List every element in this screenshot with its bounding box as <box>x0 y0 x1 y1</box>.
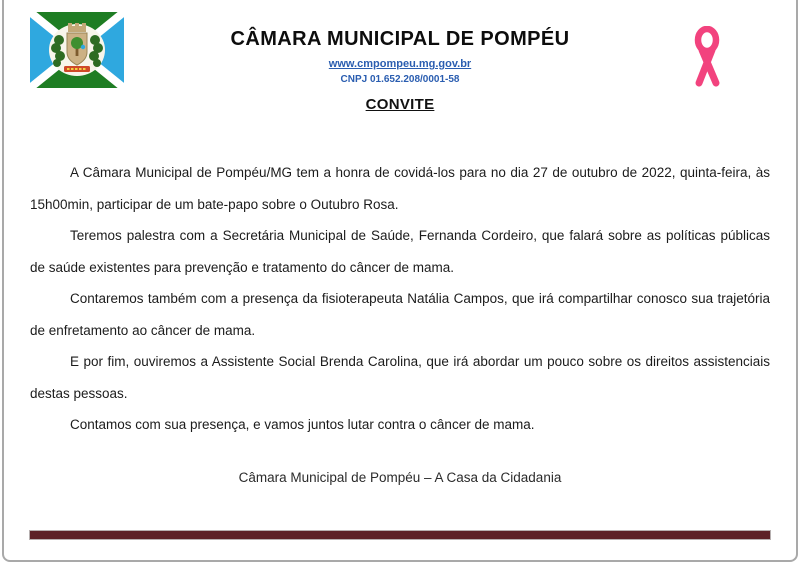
municipality-flag-logo <box>30 12 124 88</box>
body-paragraph: E por fim, ouviremos a Assistente Social Brenda Carolina, que irá abordar um pouco sobre os direitos assistenciais destas pessoas. <box>30 354 770 401</box>
body-paragraph: Teremos palestra com a Secretária Municipal de Saúde, Fernanda Cordeiro, que falará sobre as políticas públicas de saúde existentes para prevenção e tratamento do câncer de mama. <box>30 228 770 275</box>
website-link[interactable]: www.cmpompeu.mg.gov.br <box>328 58 472 70</box>
flag-icon <box>30 12 124 88</box>
invite-heading: CONVITE <box>365 96 435 113</box>
body-paragraph: Contaremos também com a presença da fisioterapeuta Natália Campos, que irá compartilhar conosco sua trajetória de enfretamento ao câncer de mama. <box>30 291 770 338</box>
body-paragraph: Contamos com sua presença, e vamos juntos lutar contra o câncer de mama. <box>70 417 535 432</box>
document-header <box>124 28 676 85</box>
org-title: CÂMARA MUNICIPAL DE POMPÉU <box>230 28 570 50</box>
document-body <box>30 157 770 441</box>
body-paragraph: A Câmara Municipal de Pompéu/MG tem a honra de covidá-los para no dia 27 de outubro de 2022, quinta-feira, às 15h00min, participar de um bate-papo sobre o Outubro Rosa. <box>30 165 770 212</box>
footer-bar <box>30 531 770 539</box>
ribbon-icon <box>690 26 726 90</box>
footer-slogan: Câmara Municipal de Pompéu – A Casa da Cidadania <box>238 470 562 485</box>
cnpj-text: CNPJ 01.652.208/0001-58 <box>340 74 460 85</box>
pink-ribbon-icon <box>690 26 726 90</box>
document-page <box>2 0 798 562</box>
